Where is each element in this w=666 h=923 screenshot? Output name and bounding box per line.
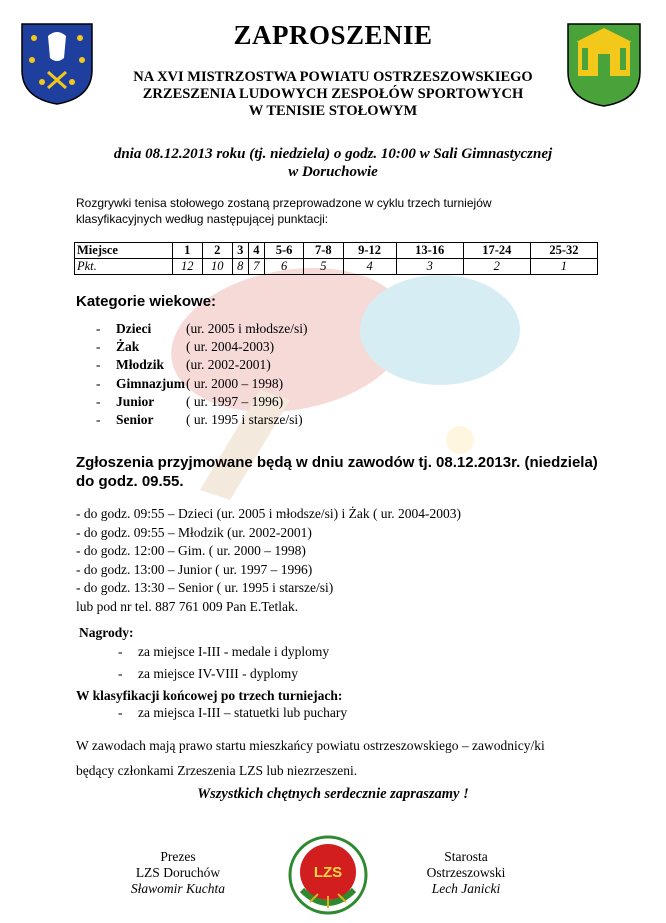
list-dash: - xyxy=(118,666,123,681)
category-name: Dzieci xyxy=(116,321,152,336)
table-cell: 7 xyxy=(248,259,264,275)
list-item xyxy=(96,375,396,393)
table-cell: 4 xyxy=(343,259,396,275)
table-cell: 6 xyxy=(264,259,303,275)
intro-line: klasyfikacyjnych według następującej punktacji: xyxy=(76,212,329,226)
intro-line: Rozgrywki tenisa stołowego zostaną przeprowadzone w cyklu trzech turniejów xyxy=(76,196,492,210)
table-cell: 8 xyxy=(232,259,248,275)
table-cell: Pkt. xyxy=(75,259,173,275)
list-item xyxy=(118,663,329,685)
lzs-logo-icon xyxy=(288,832,368,918)
schedule-line: - do godz. 13:30 – Senior ( ur. 1995 i starsze/si) xyxy=(76,580,334,595)
list-dash: - xyxy=(96,411,101,427)
event-date-line-1: dnia 08.12.2013 roku (tj. niedziela) o godz. 10:00 w Sali Gimnastycznej xyxy=(113,146,553,162)
list-dash: - xyxy=(118,644,123,659)
table-cell: 5-6 xyxy=(264,243,303,259)
table-cell: 1 xyxy=(172,243,202,259)
table-cell: 1 xyxy=(530,259,597,275)
category-name: Żak xyxy=(116,339,140,355)
table-cell: 4 xyxy=(248,243,264,259)
category-years: (ur. 2002-2001) xyxy=(186,357,271,373)
list-item xyxy=(96,320,396,338)
table-cell: 2 xyxy=(463,259,530,275)
schedule-line: - do godz. 09:55 – Młodzik (ur. 2002-2001) xyxy=(76,524,312,540)
list-item xyxy=(118,705,347,721)
signature-name: Sławomir Kuchta xyxy=(130,881,226,896)
category-years: ( ur. 2004-2003) xyxy=(186,339,275,355)
list-dash: - xyxy=(96,393,101,409)
points-table-values-row xyxy=(75,259,598,275)
subtitle-line-2: ZRZESZENIA LUDOWYCH ZESPOŁÓW SPORTOWYCH xyxy=(142,86,524,102)
schedule-line: - do godz. 12:00 – Gim. ( ur. 2000 – 1998) xyxy=(76,543,306,558)
table-cell: 13-16 xyxy=(396,243,463,259)
registration-heading-line: do godz. 09.55. xyxy=(76,473,184,490)
registration-schedule xyxy=(76,505,596,616)
prize-text: za miejsce I-III - medale i dyplomy xyxy=(138,644,330,659)
subtitle-line-3: W TENISIE STOŁOWYM xyxy=(248,103,418,119)
registration-heading xyxy=(76,453,616,491)
table-cell: 9-12 xyxy=(343,243,396,259)
table-cell: 17-24 xyxy=(463,243,530,259)
table-cell: 10 xyxy=(202,259,232,275)
list-dash: - xyxy=(96,375,101,391)
final-classification-heading: W klasyfikacji końcowej po trzech turniejach: xyxy=(76,688,343,703)
signature-org: LZS Doruchów xyxy=(135,865,221,880)
closing-invitation: Wszystkich chętnych serdecznie zapraszamy ! xyxy=(197,786,469,802)
prizes-list xyxy=(118,641,329,685)
signature-role: Prezes xyxy=(160,849,196,864)
category-years: ( ur. 1995 i starsze/si) xyxy=(186,411,303,427)
intro-text xyxy=(76,195,556,227)
points-table-header-row xyxy=(75,243,598,259)
signature-role: Starosta xyxy=(444,849,488,864)
registration-heading-line: Zgłoszenia przyjmowane będą w dniu zawodów tj. 08.12.2013r. (niedziela) xyxy=(76,454,598,471)
points-table xyxy=(74,242,598,275)
list-item xyxy=(96,411,396,429)
category-name: Junior xyxy=(116,393,155,409)
list-dash: - xyxy=(96,321,101,336)
category-name: Senior xyxy=(116,411,154,427)
list-item xyxy=(96,356,396,374)
list-dash: - xyxy=(118,705,123,720)
signature-left xyxy=(88,849,268,897)
prize-text: za miejsce IV-VIII - dyplomy xyxy=(138,666,298,681)
list-item xyxy=(96,338,396,356)
schedule-line: - do godz. 09:55 – Dzieci (ur. 2005 i młodsze/si) i Żak ( ur. 2004-2003) xyxy=(76,506,462,521)
table-cell: 25-32 xyxy=(530,243,597,259)
table-cell: 3 xyxy=(232,243,248,259)
signature-name: Lech Janicki xyxy=(431,881,501,896)
table-cell: 7-8 xyxy=(304,243,343,259)
subtitle-line-1: NA XVI MISTRZOSTWA POWIATU OSTRZESZOWSKIEGO xyxy=(133,69,533,85)
page-title: ZAPROSZENIE xyxy=(233,20,433,50)
table-cell: 3 xyxy=(396,259,463,275)
signature-right xyxy=(376,849,556,897)
table-cell: 5 xyxy=(304,259,343,275)
signature-org: Ostrzeszowski xyxy=(426,865,506,880)
table-cell: Miejsce xyxy=(75,243,173,259)
prizes-heading: Nagrody: xyxy=(79,625,134,640)
eligibility-line: W zawodach mają prawo startu mieszkańcy powiatu ostrzeszowskiego – zawodnicy/ki xyxy=(76,738,545,753)
categories-heading: Kategorie wiekowe: xyxy=(76,293,217,310)
category-years: ( ur. 1997 – 1996) xyxy=(186,393,284,409)
logo-text: LZS xyxy=(313,864,343,881)
category-name: Gimnazjum xyxy=(116,375,185,391)
list-item xyxy=(96,393,396,411)
schedule-line: lub pod nr tel. 887 761 009 Pan E.Tetlak. xyxy=(76,598,299,614)
list-dash: - xyxy=(96,339,101,355)
schedule-line: - do godz. 13:00 – Junior ( ur. 1997 – 1996) xyxy=(76,561,313,577)
event-date-line-2: w Doruchowie xyxy=(288,164,378,180)
category-name: Młodzik xyxy=(116,357,165,373)
list-item xyxy=(118,641,329,663)
final-classification-text: za miejsca I-III – statuetki lub puchary xyxy=(138,705,348,720)
eligibility-line: będący członkami Zrzeszenia LZS lub niezrzeszeni. xyxy=(76,763,358,778)
categories-list xyxy=(96,320,396,429)
category-years: ( ur. 2000 – 1998) xyxy=(186,375,284,391)
list-dash: - xyxy=(96,357,101,373)
category-years: (ur. 2005 i młodsze/si) xyxy=(186,321,308,336)
table-cell: 12 xyxy=(172,259,202,275)
table-cell: 2 xyxy=(202,243,232,259)
eligibility-text xyxy=(76,733,616,783)
